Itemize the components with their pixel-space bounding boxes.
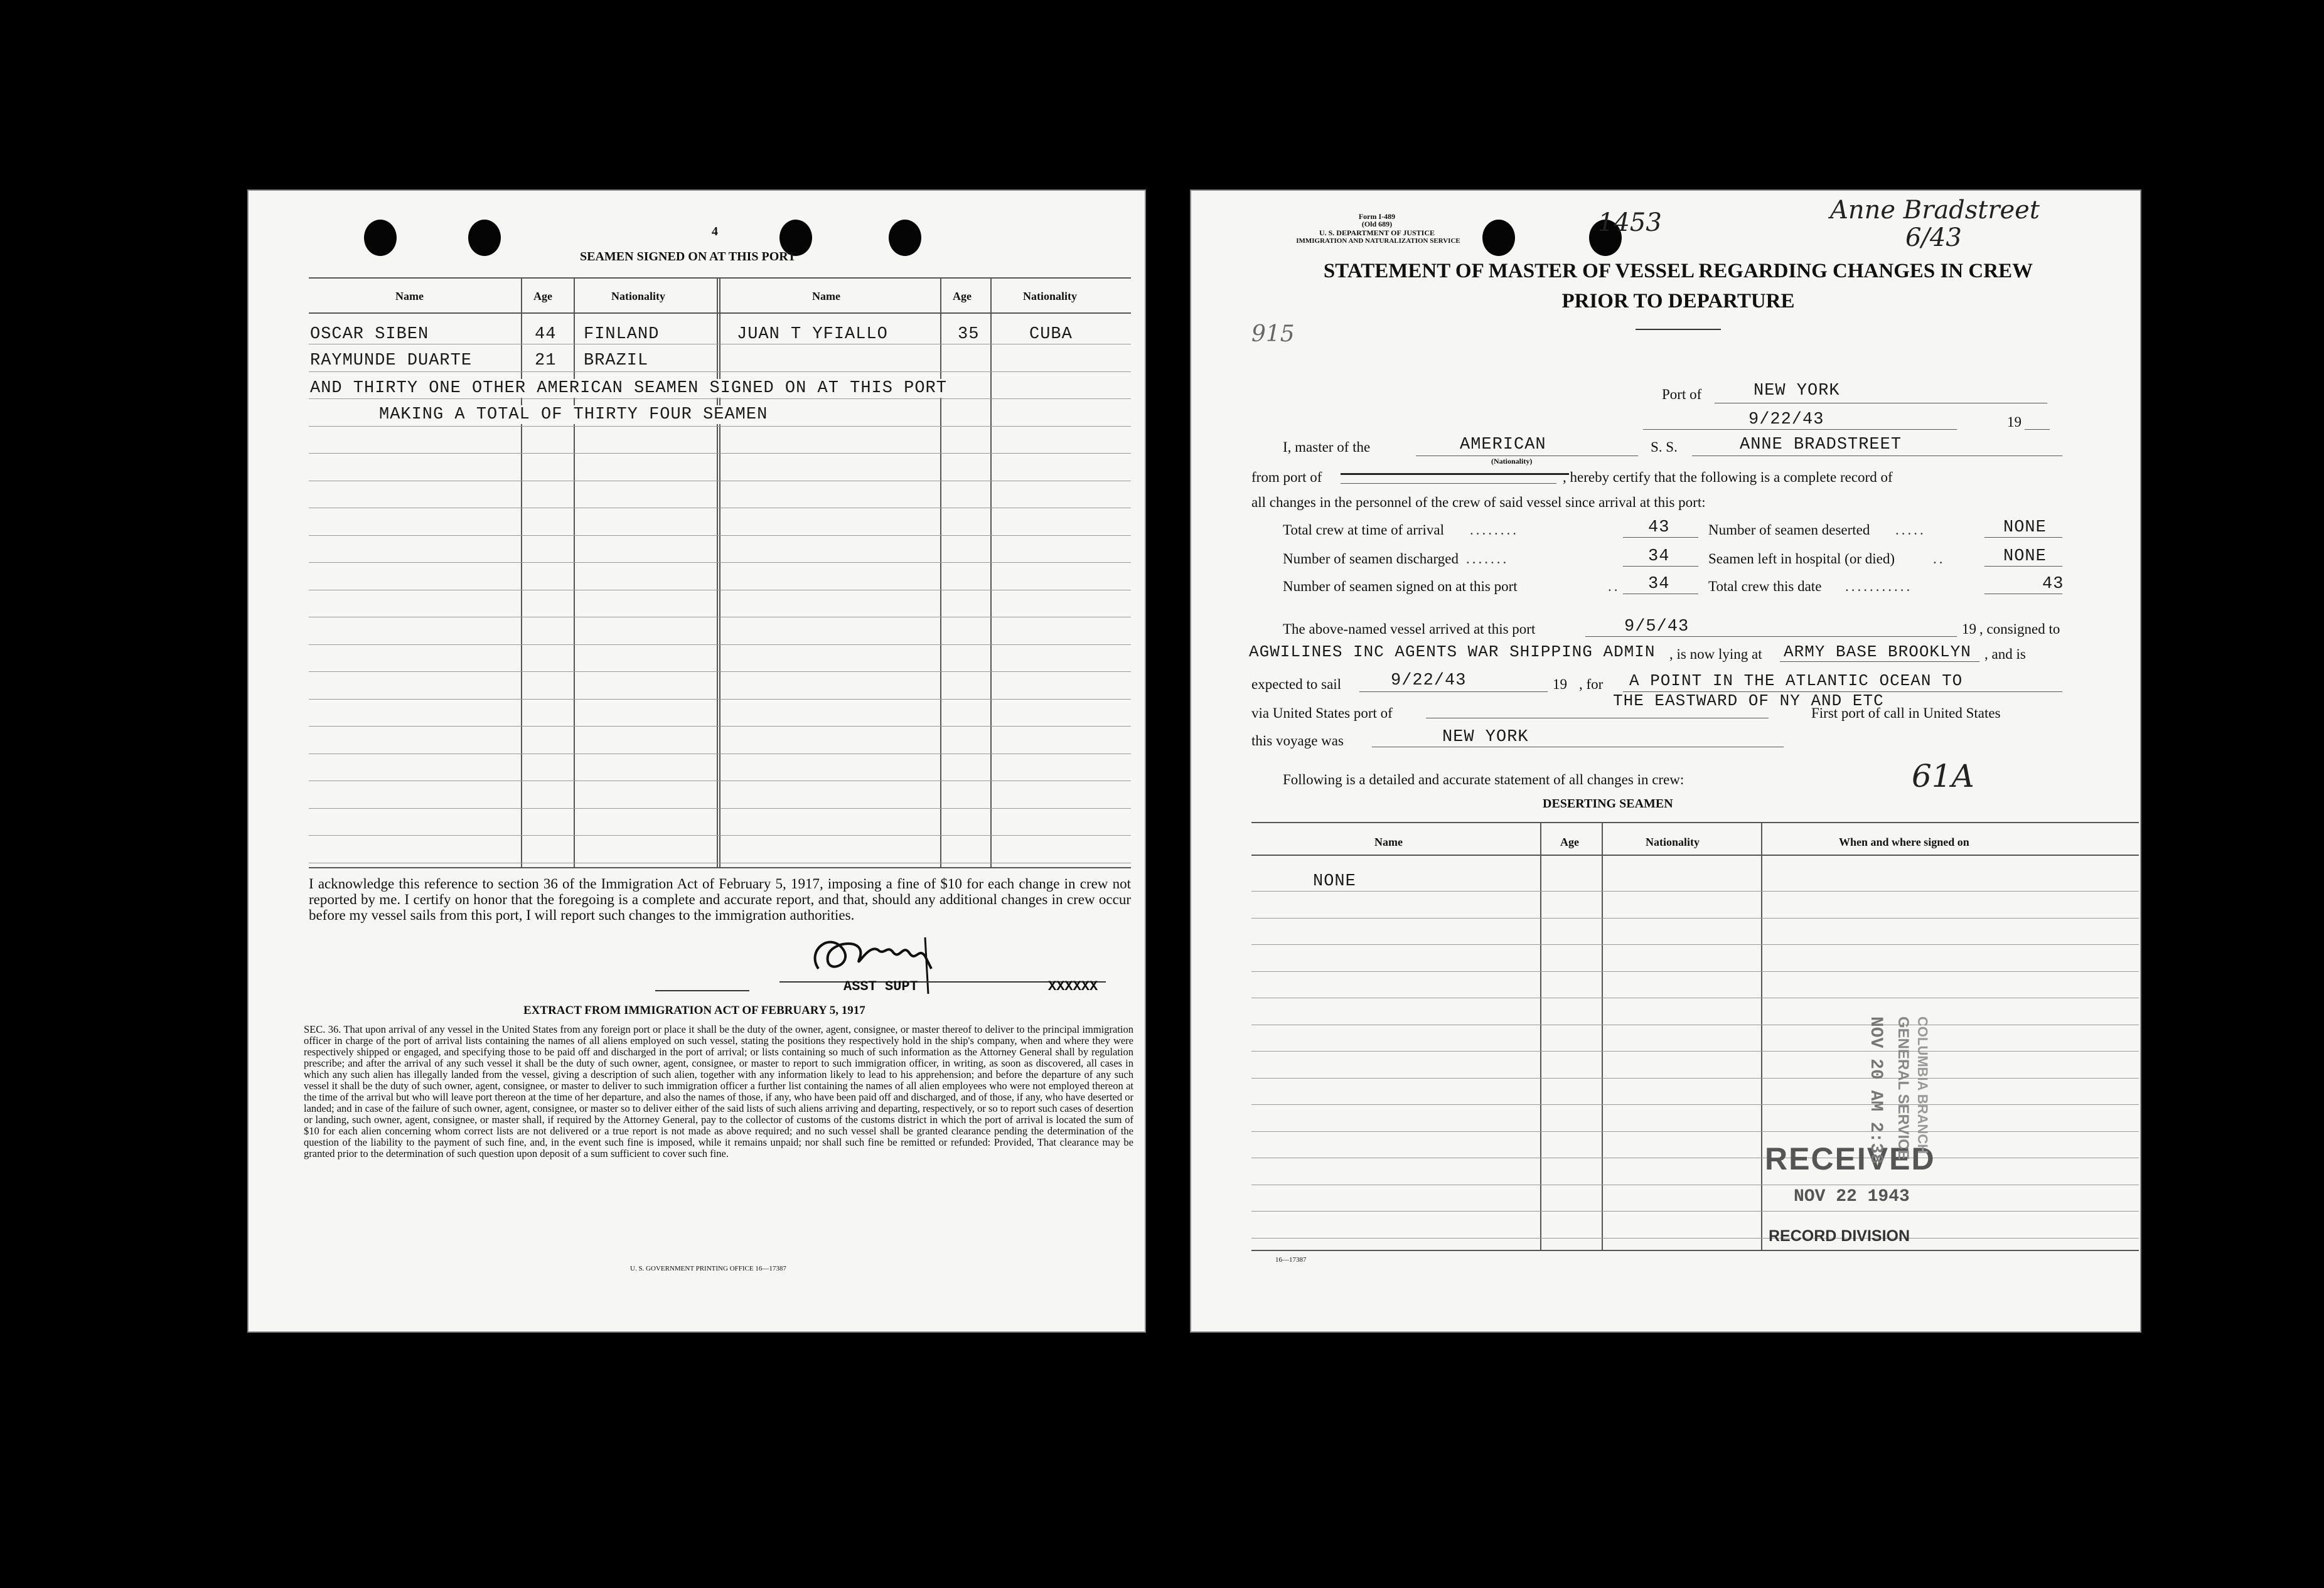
ruled-line — [1251, 1078, 2139, 1079]
signed-on-value: 34 — [1648, 575, 1670, 594]
year-prefix: 19 — [2007, 414, 2021, 430]
form-number: Form I-489 — [1358, 212, 1396, 221]
form-title-line1: STATEMENT OF MASTER OF VESSEL REGARDING CHANGES IN CREW — [1323, 260, 2033, 282]
form-old: (Old 689) — [1361, 220, 1393, 228]
ruled-line — [1251, 1104, 2139, 1105]
handwritten-ship: Anne Bradstreet — [1830, 196, 2040, 225]
ruled-line — [309, 562, 1131, 563]
col-header-nationality: Nationality — [1023, 290, 1078, 302]
acknowledgment-text: I acknowledge this reference to section 36 of the Immigration Act of February 5, 1917, imposing a fine of $10 for each change in crew not reported by me. I certify on honor that the foregoing is a complete and accurate report, and that, should any additional changes in crew occur before my vessel sails from this port, I will report such changes to the immigration authorities. — [309, 876, 1131, 923]
dot-leader: ........... — [1845, 578, 1913, 594]
ruled-line — [309, 835, 1131, 836]
total-crew-arrival-label: Total crew at time of arrival — [1283, 522, 1445, 538]
consignee-value: AGWILINES INC AGENTS WAR SHIPPING ADMIN — [1249, 642, 1656, 661]
dot-leader: ....... — [1466, 551, 1509, 567]
certify-text: , hereby certify that the following is a complete record of — [1563, 469, 1893, 485]
punch-hole — [889, 220, 921, 256]
remark-line2: MAKING A TOTAL OF THIRTY FOUR SEAMEN — [379, 405, 768, 424]
handwritten-side: 915 — [1251, 321, 1295, 347]
handwritten-number: 1453 — [1598, 208, 1662, 237]
consigned-label: , consigned to — [1979, 621, 2060, 637]
via-label: via United States port of — [1251, 705, 1393, 721]
discharged-label: Number of seamen discharged — [1283, 551, 1459, 567]
right-page — [1190, 189, 2141, 1333]
and-is: , and is — [1984, 646, 2026, 662]
ruled-line — [309, 371, 1131, 372]
record-division-stamp: RECORD DIVISION — [1769, 1227, 1910, 1245]
form-title-line2: PRIOR TO DEPARTURE — [1561, 290, 1795, 312]
service: IMMIGRATION AND NATURALIZATION SERVICE — [1296, 237, 1460, 245]
row1-age2: 35 — [958, 325, 980, 344]
expected-label: expected to sail — [1251, 676, 1342, 692]
deserted-value: NONE — [2003, 518, 2047, 537]
ruled-line — [309, 699, 1131, 700]
ruled-line — [309, 535, 1131, 536]
vertical-stamp: NOV 20 AM 2:38 — [1866, 1016, 1885, 1164]
desert-header-age: Age — [1560, 836, 1579, 848]
discharged-value: 34 — [1648, 547, 1670, 566]
voyage-label: this voyage was — [1251, 733, 1344, 749]
ruled-line — [1251, 944, 2139, 945]
date-value: 9/22/43 — [1748, 410, 1824, 429]
port-value: NEW YORK — [1754, 381, 1840, 400]
punch-hole — [468, 220, 501, 256]
lying-value: ARMY BASE BROOKLYN — [1784, 642, 1971, 661]
ruled-line — [309, 808, 1131, 809]
row2-age1: 21 — [535, 351, 557, 370]
punch-hole — [1482, 220, 1515, 256]
punch-hole — [364, 220, 397, 256]
page-number: 4 — [712, 225, 718, 238]
col-header-age: Age — [953, 290, 972, 302]
total-crew-arrival: 43 — [1648, 518, 1670, 537]
col-header-age: Age — [533, 290, 552, 302]
ruled-line — [309, 671, 1131, 672]
dot-leader: ........ — [1470, 522, 1519, 538]
extract-title: EXTRACT FROM IMMIGRATION ACT OF FEBRUARY 5, 1917 — [523, 1004, 865, 1017]
col-header-nationality: Nationality — [611, 290, 666, 302]
nationality-caption: (Nationality) — [1491, 457, 1533, 466]
lying-label: , is now lying at — [1669, 646, 1762, 662]
hospital-label: Seamen left in hospital (or died) — [1708, 551, 1895, 567]
certify-text2: all changes in the personnel of the crew of said vessel since arrival at this port: — [1251, 494, 1706, 510]
row1-name1: OSCAR SIBEN — [310, 325, 429, 344]
hospital-value: NONE — [2003, 547, 2047, 566]
ruled-line — [309, 453, 1131, 454]
dot-leader: .. — [1933, 551, 1946, 567]
nationality-value: AMERICAN — [1460, 435, 1546, 454]
handwritten-code: 61A — [1912, 758, 1974, 794]
ruled-line — [1251, 971, 2139, 972]
arrived-value: 9/5/43 — [1624, 617, 1689, 636]
ship-value: ANNE BRADSTREET — [1740, 435, 1902, 454]
following-text: Following is a detailed and accurate statement of all changes in crew: — [1283, 772, 1684, 787]
vertical-stamp-3: COLUMBIA BRANCH — [1915, 1016, 1930, 1154]
desert-header-name: Name — [1374, 836, 1403, 848]
deserting-heading: DESERTING SEAMEN — [1543, 797, 1673, 811]
col-header-name: Name — [812, 290, 840, 302]
col-header-name: Name — [395, 290, 424, 302]
dot-leader: .. — [1608, 578, 1620, 594]
received-stamp: RECEIVED — [1765, 1141, 1936, 1176]
via-value: THE EASTWARD OF NY AND ETC — [1613, 691, 1884, 710]
ruled-line — [1251, 891, 2139, 892]
ruled-line — [1251, 1211, 2139, 1212]
right-printer-line: 16—17387 — [1275, 1256, 1307, 1264]
signed-on-label: Number of seamen signed on at this port — [1283, 578, 1518, 594]
desert-header-nationality: Nationality — [1646, 836, 1700, 848]
first-port-label: First port of call in United States — [1811, 705, 2001, 721]
received-stamp-date: NOV 22 1943 — [1794, 1187, 1910, 1207]
desert-header-signed-on: When and where signed on — [1839, 836, 1969, 848]
row2-name1: RAYMUNDE DUARTE — [310, 351, 473, 370]
ruled-line — [1251, 918, 2139, 919]
left-heading: SEAMEN SIGNED ON AT THIS PORT — [580, 250, 796, 264]
destination-value: A POINT IN THE ATLANTIC OCEAN TO — [1629, 671, 1963, 690]
ss-label: S. S. — [1651, 439, 1678, 455]
year-prefix: 19 — [1962, 621, 1976, 637]
row2-nat1: BRAZIL — [584, 351, 649, 370]
row1-age1: 44 — [535, 325, 557, 344]
signature-title: ASST SUPT — [843, 979, 918, 994]
left-page — [247, 189, 1146, 1333]
from-port-label: from port of — [1251, 469, 1322, 485]
ruled-line — [309, 398, 1131, 399]
vertical-stamp-2: GENERAL SERVICE — [1895, 1016, 1912, 1160]
total-crew-date-value: 43 — [2042, 575, 2064, 594]
dot-leader: ..... — [1895, 522, 1926, 538]
extract-text: SEC. 36. That upon arrival of any vessel in the United States from any foreign port or place it shall be the duty of the owner, agent, consignee, or master thereof to deliver to the principal immigration officer in charge of the port of arrival lists containing the names of all aliens employed on such vessel, stating the positions they respectively hold in the ship's company, when and where they were respectively shipped or engaged, and specifying those to be paid off and discharged in the port of arrival; or lists containing so much of such information as the Attorney General shall by regulation prescribe; and after the arrival of any such vessel it shall be the duty of such owner, agent, consignee, or master to report to such immigration officer, in writing, as soon as discovered, all cases in which any such alien has illegally landed from the vessel, giving a description of such alien, together with any information likely to lead to his apprehension; and before the departure of any such vessel it shall be the duty of such owner, agent, consignee, or master to deliver to such immigration officer a further list containing the names of all alien employees who were not employed thereon at the time of the arrival but who will leave port thereon at the time of her departure, and also the names of those, if any, who have been paid off and discharged, and of those, if any, who have deserted or landed; and in case of the failure of such owner, agent, consignee, or master so to deliver either of the said lists of such aliens arriving and departing, respectively, or so to report such cases of desertion or landing, such owner, agent, consignee, or master shall, if required by the Attorney General, pay to the collector of customs of the customs district in which the port of arrival is located the sum of $10 for each alien concerning whom correct lists are not delivered or a true report is not made as above required; and no such vessel shall be granted clearance pending the determination of the question of the liability to the payment of such fine, and, in the event such fine is imposed, while it remains unpaid; nor shall such fine be remitted or refunded: Provided, That clearance may be granted prior to the determination of such question upon deposit of a sum sufficient to cover such fine. — [304, 1023, 1133, 1159]
row1-nat2: CUBA — [1029, 325, 1073, 344]
row1-name2: JUAN T YFIALLO — [737, 325, 888, 344]
total-crew-date-label: Total crew this date — [1708, 578, 1822, 594]
ruled-line — [309, 726, 1131, 727]
ruled-line — [1251, 1238, 2139, 1239]
arrived-label: The above-named vessel arrived at this port — [1283, 621, 1536, 637]
row1-nat1: FINLAND — [584, 325, 660, 344]
ruled-line — [1251, 1131, 2139, 1132]
for-label: , for — [1579, 676, 1604, 692]
printer-line: U. S. GOVERNMENT PRINTING OFFICE 16—17387 — [630, 1265, 786, 1272]
master-label: I, master of the — [1283, 439, 1371, 455]
deserting-value: NONE — [1313, 872, 1356, 891]
ruled-line — [309, 644, 1131, 645]
department: U. S. DEPARTMENT OF JUSTICE — [1319, 228, 1435, 237]
ruled-line — [1251, 1051, 2139, 1052]
expected-value: 9/22/43 — [1391, 671, 1467, 690]
remark-line1: AND THIRTY ONE OTHER AMERICAN SEAMEN SIGNED ON AT THIS PORT — [310, 379, 947, 398]
ruled-line — [309, 426, 1131, 427]
deserted-label: Number of seamen deserted — [1708, 522, 1870, 538]
year-prefix: 19 — [1553, 676, 1567, 692]
handwritten-date: 6/43 — [1905, 223, 1962, 252]
port-label: Port of — [1662, 386, 1702, 402]
voyage-value: NEW YORK — [1442, 728, 1529, 747]
signature-strike: XXXXXX — [1048, 979, 1098, 994]
